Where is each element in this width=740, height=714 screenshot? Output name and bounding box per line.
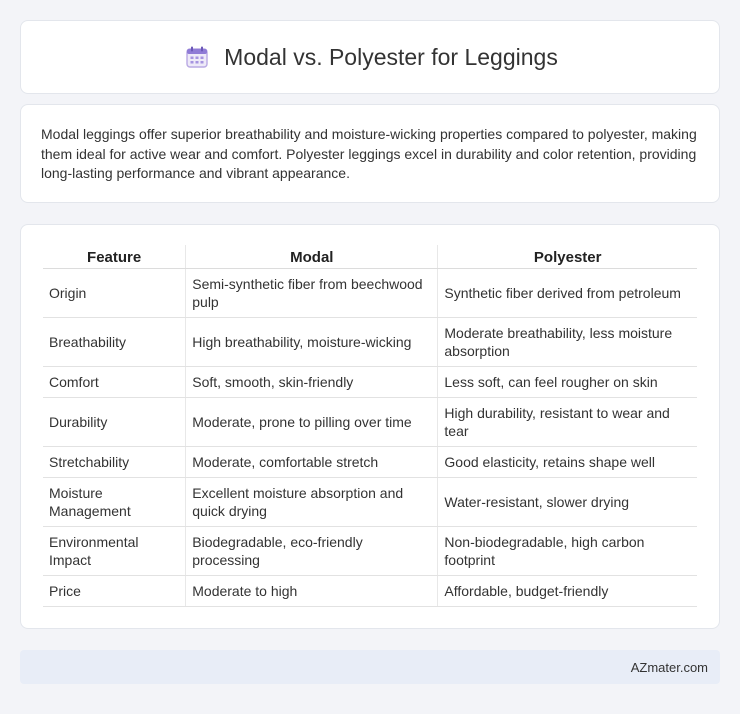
polyester-cell: Non-biodegradable, high carbon footprint (438, 527, 697, 576)
intro-text: Modal leggings offer superior breathability and moisture-wicking properties compared to polyester, making them ideal for active wear and comfort. Polyester leggings excel in durability and color retention, providing long-lasting performance and vibrant appearance. (41, 126, 697, 181)
feature-cell: Origin (43, 269, 186, 318)
calendar-icon (182, 42, 212, 72)
header-modal: Modal (186, 245, 438, 269)
feature-cell: Durability (43, 398, 186, 447)
polyester-cell: High durability, resistant to wear and tear (438, 398, 697, 447)
feature-cell: Comfort (43, 367, 186, 398)
polyester-cell: Synthetic fiber derived from petroleum (438, 269, 697, 318)
table-row (43, 447, 697, 478)
feature-cell: Moisture Management (43, 478, 186, 527)
comparison-card (20, 224, 720, 629)
comparison-table (43, 245, 697, 607)
modal-cell: Moderate to high (186, 576, 438, 607)
title-card (20, 20, 720, 94)
modal-cell: Biodegradable, eco-friendly processing (186, 527, 438, 576)
table-row (43, 367, 697, 398)
intro-card (20, 104, 720, 203)
polyester-cell: Affordable, budget-friendly (438, 576, 697, 607)
modal-cell: High breathability, moisture-wicking (186, 318, 438, 367)
feature-cell: Price (43, 576, 186, 607)
table-row (43, 527, 697, 576)
feature-cell: Breathability (43, 318, 186, 367)
modal-cell: Soft, smooth, skin-friendly (186, 367, 438, 398)
table-row (43, 478, 697, 527)
table-row (43, 576, 697, 607)
polyester-cell: Less soft, can feel rougher on skin (438, 367, 697, 398)
footer-site-link[interactable]: AZmater.com (630, 659, 708, 675)
table-row (43, 398, 697, 447)
table-row (43, 269, 697, 318)
footer (20, 650, 720, 684)
polyester-cell: Water-resistant, slower drying (438, 478, 697, 527)
header-feature: Feature (43, 245, 186, 269)
modal-cell: Moderate, comfortable stretch (186, 447, 438, 478)
modal-cell: Excellent moisture absorption and quick drying (186, 478, 438, 527)
polyester-cell: Good elasticity, retains shape well (438, 447, 697, 478)
table-row (43, 318, 697, 367)
page-title: Modal vs. Polyester for Leggings (224, 43, 558, 70)
modal-cell: Moderate, prone to pilling over time (186, 398, 438, 447)
feature-cell: Environmental Impact (43, 527, 186, 576)
modal-cell: Semi-synthetic fiber from beechwood pulp (186, 269, 438, 318)
header-polyester: Polyester (438, 245, 697, 269)
title-wrap (182, 42, 558, 72)
feature-cell: Stretchability (43, 447, 186, 478)
table-header-row (43, 245, 697, 269)
polyester-cell: Moderate breathability, less moisture absorption (438, 318, 697, 367)
